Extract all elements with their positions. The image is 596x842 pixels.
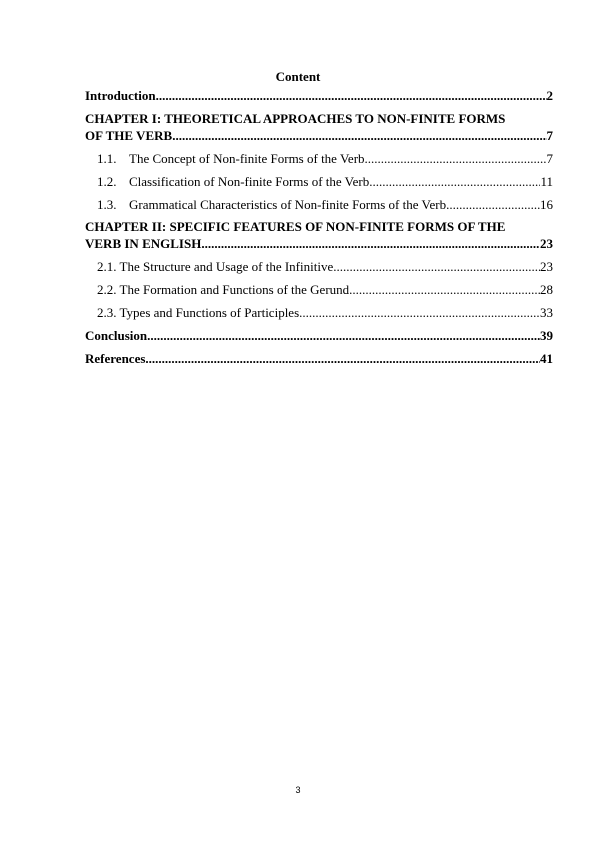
toc-entry-label: Introduction	[85, 88, 156, 103]
toc-page-number: 16	[540, 197, 553, 212]
toc-section-title: 2.3. Types and Functions of Participles	[97, 305, 300, 320]
dot-leader	[365, 150, 547, 167]
toc-page-number: 11	[540, 174, 553, 189]
dot-leader	[446, 196, 540, 213]
toc-chapter-1	[85, 110, 553, 144]
toc-page-number: 2	[546, 88, 553, 103]
toc-section-number: 1.3.	[97, 197, 117, 212]
toc-page-number: 23	[540, 259, 553, 274]
toc-section-number: 1.2.	[97, 174, 117, 189]
toc-entry-introduction	[85, 87, 553, 104]
toc-page-number: 33	[540, 305, 553, 320]
dot-leader	[333, 258, 540, 275]
toc-entry-references	[85, 350, 553, 367]
toc-section-2-3	[85, 304, 553, 321]
toc-page-number: 39	[540, 328, 553, 343]
toc-section-2-2	[85, 281, 553, 298]
toc-chapter-heading-line1: CHAPTER I: THEORETICAL APPROACHES TO NON-FINITE FORMS	[85, 111, 506, 126]
toc-section-title: 2.2. The Formation and Functions of the Gerund	[97, 282, 350, 297]
dot-leader	[156, 87, 547, 104]
toc-page-number: 23	[540, 236, 553, 251]
toc-chapter-2	[85, 218, 553, 252]
dot-leader	[145, 350, 540, 367]
toc-entry-label: References	[85, 351, 146, 366]
dot-leader	[201, 235, 540, 252]
page-number: 3	[295, 785, 301, 795]
toc-section-number: 1.1.	[97, 151, 117, 166]
dot-leader	[349, 281, 540, 298]
toc-page-number: 7	[546, 151, 553, 166]
toc-entry-conclusion	[85, 327, 553, 344]
toc-entry-label: VERB IN ENGLISH	[85, 236, 202, 251]
toc-section-title: Classification of Non-finite Forms of the Verb	[129, 174, 370, 189]
toc-section-title: The Concept of Non-finite Forms of the Verb	[129, 151, 365, 166]
table-of-contents	[85, 87, 553, 367]
toc-section-title: Grammatical Characteristics of Non-finite Forms of the Verb	[129, 197, 447, 212]
toc-chapter-heading-line1: CHAPTER II: SPECIFIC FEATURES OF NON-FINITE FORMS OF THE	[85, 219, 506, 234]
toc-section-2-1	[85, 258, 553, 275]
dot-leader	[172, 127, 546, 144]
toc-section-1-3	[85, 196, 553, 213]
toc-section-1-2	[85, 173, 553, 190]
page-title: Content	[275, 69, 321, 84]
toc-entry-label: Conclusion	[85, 328, 148, 343]
dot-leader	[369, 173, 540, 190]
toc-page-number: 28	[540, 282, 553, 297]
toc-section-1-1	[85, 150, 553, 167]
toc-page-number: 7	[546, 128, 553, 143]
toc-section-title: 2.1. The Structure and Usage of the Infinitive	[97, 259, 334, 274]
dot-leader	[147, 327, 540, 344]
toc-page-number: 41	[540, 351, 553, 366]
dot-leader	[299, 304, 540, 321]
toc-chapter-heading-line2	[85, 127, 553, 144]
toc-entry-label: OF THE VERB	[85, 128, 173, 143]
toc-chapter-heading-line2	[85, 235, 553, 252]
